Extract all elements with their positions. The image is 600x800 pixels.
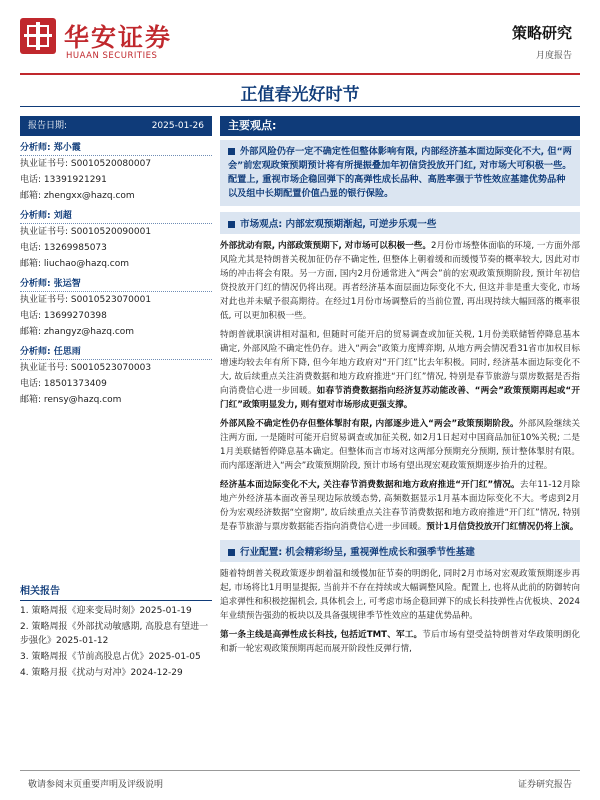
- analyst-name: 分析师: 刘超: [20, 206, 212, 224]
- analyst-email[interactable]: 邮箱: zhangyz@hazq.com: [20, 327, 135, 337]
- summary-text: 外部风险仍存一定不确定性但整体影响有限, 内部经济基本面边际变化不大, 但“两会”前宏观政策预期预计将有所提振叠加年初信贷投放开门红, 对市场大可积极一些。配置上, 重视市场企稳回弹下的高弹性成长品种、高胜率强于节性效应基建优势品种以及组中长期配置价值凸显的银行保险。: [228, 146, 572, 199]
- title-divider: [20, 106, 580, 107]
- related-reports-heading: 相关报告: [20, 582, 212, 601]
- paragraph: [220, 478, 580, 534]
- paragraph-body: 2月份市场整体面临的环境, 一方面外部风险尤其是特朗普关税加征仍存不确定性, 但整体上朝着缓和而缓慢节奏的概率较大, 因此对市场的冲击将会有限。另一方面, 国内2月份通常进入“两会”前的宏观政策预期阶段, 预计年初信贷投放开门红的情况仍将出现。再者经济基本面层面边际变化不大, 但这并非是重大变化, 市场对此也并未赋予很高期待。在经过1月份市场调整后的当前位置, 再出现持续大幅回落的概率很低, 可以更加积极一些。: [220, 241, 580, 321]
- industry-allocation-title: 行业配置: 机会精彩纷呈, 重视弹性成长和强季节性基建: [240, 547, 475, 558]
- report-type: 策略研究: [511, 24, 572, 42]
- analyst-phone: 电话: 13391921291: [20, 175, 107, 185]
- report-date: [20, 116, 212, 136]
- paragraph-body: 节后市场有望受益特朗普对华政策明朗化和新一轮宏观政策预期再起而展开阶段性反弹行情,: [220, 630, 580, 654]
- analyst-card: [20, 342, 212, 408]
- analyst-phone: 电话: 13699270398: [20, 311, 107, 321]
- paragraph-body: 去年11-12月除地产外经济基本面改善呈现边际放缓态势, 高频数据显示1月基本面边际变化不大。考虑到2月份为宏观经济数据“空窗期”, 故后续重点关注春节消费数据和地方政府推进“开门红”情况, 特别是春节旅游与票房数据能否指向消费信心进一步回暖。: [220, 480, 580, 532]
- analyst-email[interactable]: 邮箱: liuchao@hazq.com: [20, 259, 130, 269]
- footer-label: 证券研究报告: [517, 780, 572, 790]
- analyst-license: 执业证书号: S0010523070001: [20, 295, 152, 305]
- paragraph-body: 随着特朗普关税政策逐步朗着温和缓慢加征节奏的明朗化, 同时2月市场对宏观政策预期逐步再起, 市场将比1月明显提振, 当前并不存在持续或大幅调整风险。配置上, 也将从此前的防御转向追求弹性和积极挖掘机会, 具体机会上, 可考虑市场企稳回弹下的成长科技弹性占优板块、2024年业绩预告强劲的板块以及具备强规律季节性效应的基建优势品种。: [220, 569, 580, 621]
- analyst-card: [20, 138, 212, 204]
- paragraph-tail: 如春节消费数据指向经济复苏动能改善、“两会”政策预期再起或“开门红”政策明显发力, 则有望对市场形成更强支撑。: [220, 386, 580, 410]
- disclaimer-note: 敬请参阅末页重要声明及评级说明: [28, 780, 164, 790]
- paragraph-lead: 外部风险不确定性仍存但整体掣肘有限, 内部逐步进入“两会”政策预期阶段。: [220, 419, 519, 429]
- report-date-value: 2025-01-26: [151, 121, 204, 131]
- analyst-name: 分析师: 任思雨: [20, 342, 212, 360]
- analyst-license: 执业证书号: S0010520090001: [20, 227, 152, 237]
- header-divider: [20, 73, 580, 75]
- related-report-link[interactable]: 1. 策略周报《迎来变局时刻》2025-01-19: [20, 606, 192, 616]
- paragraph-lead: 第一条主线是高弹性成长科技, 包括近TMT、军工。: [220, 630, 423, 640]
- bullet-square-icon: [228, 148, 235, 155]
- footer-divider: [20, 770, 580, 771]
- paragraph: [220, 628, 580, 656]
- summary-box: [220, 140, 580, 206]
- analyst-card: [20, 206, 212, 272]
- paragraph: [220, 328, 580, 412]
- industry-allocation-heading: [220, 540, 580, 562]
- related-report-link[interactable]: 2. 策略周报《外部扰动敏感期, 高股息有望进一步强化》2025-01-12: [20, 622, 209, 646]
- report-title: 正值春光好时节: [240, 85, 360, 105]
- analyst-license: 执业证书号: S0010523070003: [20, 363, 152, 373]
- analyst-phone: 电话: 13269985073: [20, 243, 107, 253]
- paragraph: [220, 239, 580, 323]
- paragraph-body: 特朗普就职演讲相对温和, 但随时可能开启的贸易调查或加征关税, 1月份美联储暂停降息基本确定, 外部风险不确定性仍存。进入“两会”政策力度博弈期, 从地方两会情况看31省市加权目标增速均较去年有所下降, 但今年地方政府对“开门红”比去年积极。同时, 经济基本面边际变化不大, 故后续重点关注消费数据和地方政府推进“开门红”情况, 特别是春节旅游与票房数据是否指向消费信心进一步回暖。: [220, 330, 580, 396]
- main-content: [220, 116, 580, 656]
- report-date-label: 报告日期:: [28, 121, 68, 131]
- logo-chinese-name: 华安证券: [64, 23, 173, 52]
- market-view-heading: [220, 212, 580, 234]
- bullet-square-icon: [228, 549, 235, 556]
- paragraph-lead: 外部扰动有限, 内部政策预期下, 对市场可以积极一些。: [220, 241, 431, 251]
- market-view-title: 市场观点: 内部宏观预期渐起, 可逆步乐观一些: [240, 219, 437, 230]
- paragraph: [220, 417, 580, 473]
- paragraph-lead: 经济基本面边际变化不大, 关注春节消费数据和地方政府推进“开门红”情况。: [220, 480, 520, 490]
- paragraph-body: 外部风险继续关注两方面, 一是随时可能开启贸易调查或加征关税, 如2月1日起对中国商品加征10%关税; 二是1月美联储暂停降息基本确定。但整体而言市场对这两部分预期充分预期, 预计整体掣肘有限。而内部逐渐进入“两会”政策预期阶段, 预计市场有望出现宏观政策预期逐步抬升的过程。: [220, 419, 580, 471]
- report-header: [0, 0, 600, 72]
- analyst-card: [20, 274, 212, 340]
- report-subtype: 月度报告: [535, 51, 572, 61]
- analyst-name: 分析师: 张运智: [20, 274, 212, 292]
- analyst-email[interactable]: 邮箱: zhengxx@hazq.com: [20, 191, 135, 201]
- related-report-link[interactable]: 4. 策略月报《扰动与对冲》2024-12-29: [20, 668, 183, 678]
- huaan-logo-icon: [20, 18, 56, 54]
- analyst-license: 执业证书号: S0010520080007: [20, 159, 152, 169]
- related-reports: [20, 582, 212, 682]
- paragraph-tail: 预计1月信贷投放开门红情况仍将上演。: [426, 522, 579, 532]
- logo-english-name: HUAAN SECURITIES: [66, 51, 158, 61]
- analyst-name: 分析师: 郑小霞: [20, 138, 212, 156]
- analyst-email[interactable]: 邮箱: rensy@hazq.com: [20, 395, 122, 405]
- main-points-heading: 主要观点:: [220, 116, 580, 136]
- analyst-phone: 电话: 18501373409: [20, 379, 107, 389]
- bullet-square-icon: [228, 221, 235, 228]
- related-report-link[interactable]: 3. 策略周报《节前高股息占优》2025-01-05: [20, 652, 201, 662]
- paragraph: [220, 567, 580, 623]
- analyst-sidebar: [20, 116, 212, 408]
